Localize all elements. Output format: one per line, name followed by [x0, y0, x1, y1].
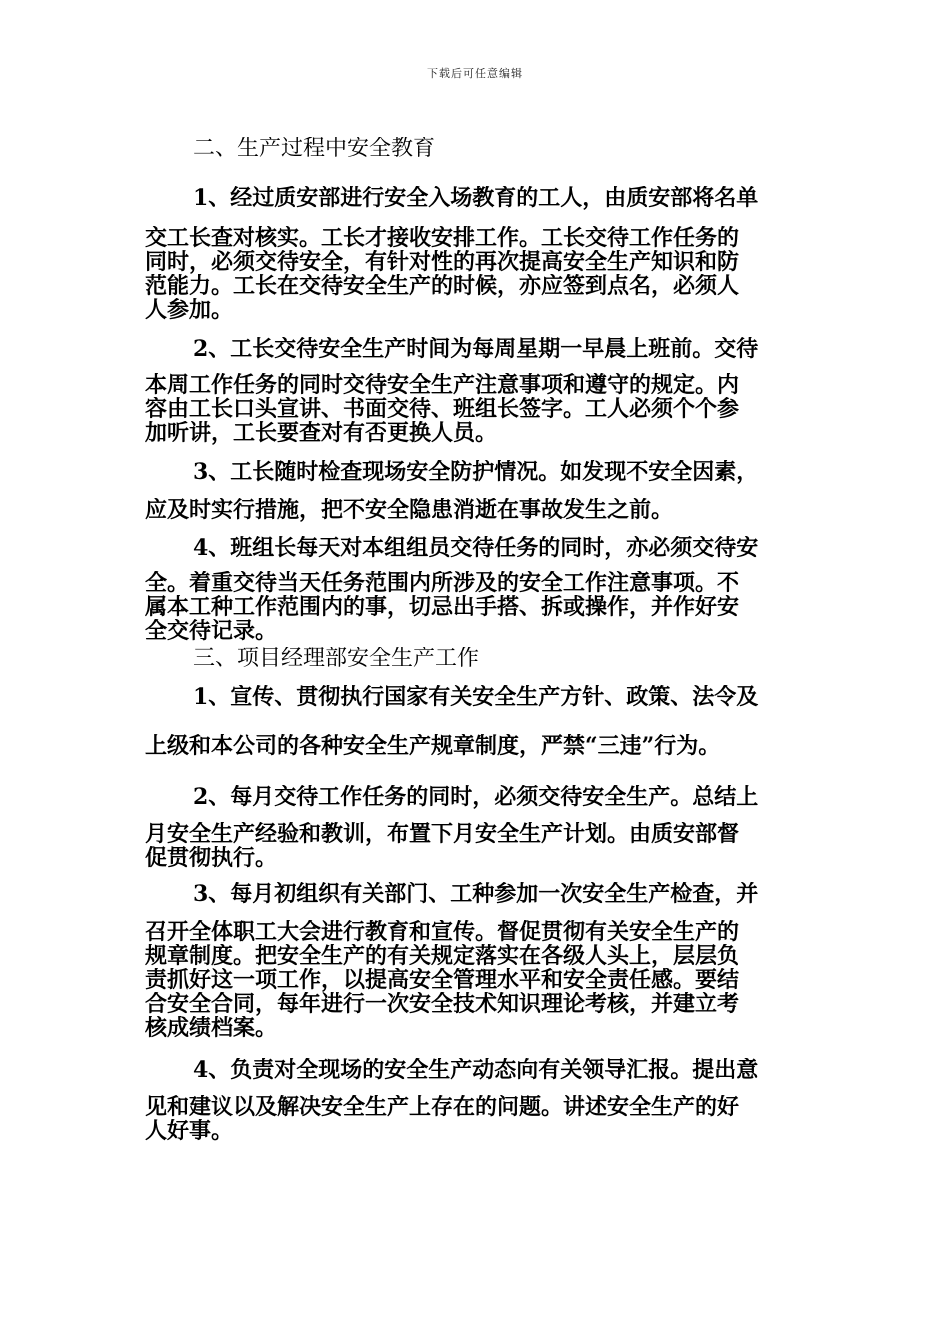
paragraph-line: 应及时实行措施，把不安全隐患消逝在事故发生之前。 — [145, 498, 674, 522]
paragraph-line: 2、每月交待工作任务的同时，必须交待安全生产。总结上 — [193, 785, 759, 809]
paragraph-line: 见和建议以及解决安全生产上存在的问题。讲述安全生产的好 — [145, 1095, 740, 1119]
paragraph — [145, 186, 810, 322]
paragraph-line: 核成绩档案。 — [145, 1016, 278, 1040]
section-heading — [145, 137, 810, 161]
paragraph-line: 责抓好这一项工作，以提高安全管理水平和安全责任感。要结 — [145, 968, 740, 992]
paragraph-line: 全交待记录。 — [145, 619, 278, 643]
paragraph-line: 属本工种工作范围内的事，切忌出手搭、拆或操作，并作好安 — [145, 595, 740, 619]
paragraph — [145, 337, 810, 445]
paragraph-line: 4、负责对全现场的安全生产动态向有关领导汇报。提出意 — [193, 1058, 759, 1082]
paragraph-line: 范能力。工长在交待安全生产的时候，亦应签到点名，必须人 — [145, 274, 740, 298]
paragraph-line: 本周工作任务的同时交待安全生产注意事项和遵守的规定。内 — [145, 373, 740, 397]
paragraph — [145, 536, 810, 643]
paragraph-line: 上级和本公司的各种安全生产规章制度，严禁“三违”行为。 — [145, 734, 721, 758]
paragraph-line: 人参加。 — [145, 298, 234, 322]
paragraph — [145, 785, 810, 870]
paragraph-line: 容由工长口头宣讲、书面交待、班组长签字。工人必须个个参 — [145, 397, 740, 421]
paragraph-line: 促贯彻执行。 — [145, 846, 278, 870]
paragraph-line: 规章制度。把安全生产的有关规定落实在各级人头上，层层负 — [145, 944, 740, 968]
paragraph-line: 2、工长交待安全生产时间为每周星期一早晨上班前。交待 — [193, 337, 759, 361]
paragraph-line: 人好事。 — [145, 1119, 234, 1143]
paragraph-line: 加听讲，工长要查对有否更换人员。 — [145, 421, 498, 445]
heading-line: 二、生产过程中安全教育 — [193, 137, 436, 161]
paragraph-line: 1、宣传、贯彻执行国家有关安全生产方针、政策、法令及 — [193, 685, 759, 709]
paragraph-line: 4、班组长每天对本组组员交待任务的同时，亦必须交待安 — [193, 536, 759, 560]
paragraph — [145, 882, 810, 1040]
paragraph-line: 同时，必须交待安全，有针对性的再次提高安全生产知识和防 — [145, 250, 740, 274]
paragraph-line: 全。着重交待当天任务范围内所涉及的安全工作注意事项。不 — [145, 571, 740, 595]
paragraph-line: 3、每月初组织有关部门、工种参加一次安全生产检查，并 — [193, 882, 759, 906]
paragraph-line: 3、工长随时检查现场安全防护情况。如发现不安全因素， — [193, 460, 759, 484]
paragraph-line: 月安全生产经验和教训，布置下月安全生产计划。由质安部督 — [145, 822, 740, 846]
paragraph — [145, 460, 810, 522]
paragraph-line: 1、经过质安部进行安全入场教育的工人，由质安部将名单 — [193, 186, 759, 210]
paragraph-line: 召开全体职工大会进行教育和宣传。督促贯彻有关安全生产的 — [145, 920, 740, 944]
paragraph — [145, 1058, 810, 1143]
section-heading — [145, 647, 810, 671]
paragraph — [145, 685, 810, 709]
heading-line: 三、项目经理部安全生产工作 — [193, 647, 480, 671]
page-header: 下载后可任意编辑 — [427, 67, 523, 80]
paragraph — [145, 734, 810, 758]
paragraph-line: 交工长查对核实。工长才接收安排工作。工长交待工作任务的 — [145, 226, 740, 250]
paragraph-line: 合安全合同，每年进行一次安全技术知识理论考核，并建立考 — [145, 992, 740, 1016]
